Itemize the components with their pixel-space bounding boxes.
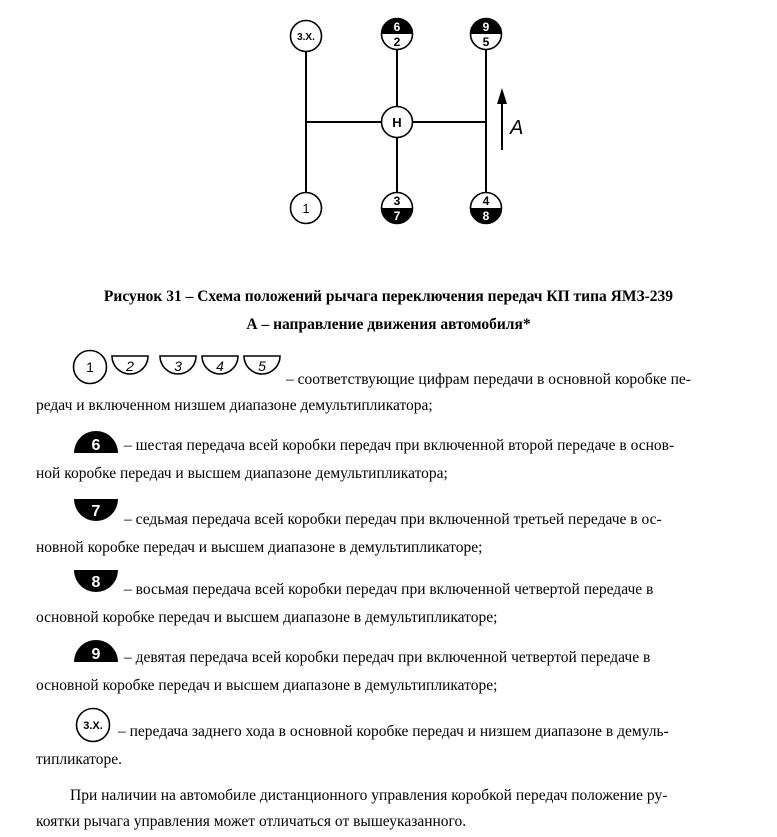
- svg-text:3.X.: 3.X.: [83, 720, 103, 732]
- note-text-2: коятки рычага управления может отличаться от вышеуказанного.: [36, 813, 467, 830]
- legend-symbol-1: 1: [86, 359, 94, 375]
- gear-shift-diagram: [0, 0, 777, 250]
- legend-gear-8-text-2: основной коробке передач и высшем диапазоне в демультипликаторе;: [36, 609, 498, 626]
- legend-gear-9-symbol: [72, 638, 122, 664]
- legend-gear-8-text-1: – восьмая передача всей коробки передач при включенной четвертой передаче в: [124, 581, 654, 598]
- svg-text:6: 6: [91, 437, 101, 454]
- legend-symbol-4: 4: [216, 358, 224, 374]
- legend-gear-6-text-1: – шестая передача всей коробки передач при включенной второй передаче в основ-: [124, 437, 675, 454]
- gear-7-label: 7: [393, 209, 401, 223]
- svg-text:7: 7: [91, 503, 101, 520]
- legend-gear-7-text-2: новной коробке передач и высшем диапазоне в демультипликаторе;: [36, 539, 483, 556]
- gear-1-label: 1: [302, 201, 310, 216]
- gear-6-label: 6: [393, 20, 401, 34]
- gear-3-label: 3: [393, 194, 401, 208]
- legend-reverse-symbol: [74, 706, 114, 746]
- legend-symbol-2: 2: [126, 358, 134, 374]
- gear-5-label: 5: [482, 35, 490, 49]
- legend-gear-9-text-1: – девятая передача всей коробки передач при включенной четвертой передаче в: [124, 649, 651, 666]
- reverse-position: [291, 21, 322, 52]
- direction-arrow: [497, 88, 507, 150]
- gear-4-8-position: [469, 193, 503, 226]
- gear-4-label: 4: [482, 194, 490, 208]
- figure-caption-title: Рисунок 31 – Схема положений рычага переключения передач КП типа ЯМЗ-239: [103, 288, 674, 305]
- legend-gear-8-symbol: [72, 568, 122, 594]
- svg-text:9: 9: [91, 646, 101, 663]
- gear-9-label: 9: [482, 20, 490, 34]
- note-text-1: При наличии на автомобиле дистанционного управления коробкой передач положение ру-: [70, 787, 668, 804]
- legend-reverse-text-1: – передача заднего хода в основной коробке передач и низшем диапазоне в демуль-: [118, 723, 669, 740]
- legend-white-symbols: [66, 348, 286, 388]
- gear-2-label: 2: [393, 35, 401, 49]
- legend-gear-6-symbol: [72, 429, 122, 455]
- legend-gear-6-text-2: ной коробке передач и высшем диапазоне демультипликатора;: [36, 465, 448, 482]
- legend-white-text-1: – соответствующие цифрам передачи в основной коробке пе-: [286, 371, 691, 388]
- legend-gear-7-symbol: [72, 497, 122, 523]
- legend-gear-9-text-2: основной коробке передач и высшем диапазоне в демультипликаторе;: [36, 677, 498, 694]
- gear-1-position: [291, 193, 322, 224]
- reverse-label: 3.X.: [297, 32, 315, 43]
- legend-white-text-2: редач и включенном низшем диапазоне демультипликатора;: [36, 397, 433, 414]
- neutral-position: [382, 107, 413, 138]
- svg-text:8: 8: [91, 574, 101, 591]
- gear-8-label: 8: [482, 209, 490, 223]
- gear-9-5-position: [469, 17, 503, 50]
- legend-symbol-5: 5: [258, 358, 266, 374]
- legend-reverse-text-2: типликаторе.: [36, 751, 122, 768]
- gear-6-2-position: [380, 17, 414, 50]
- legend-gear-7-text-1: – седьмая передача всей коробки передач при включенной третьей передаче в ос-: [124, 511, 662, 528]
- legend-symbol-3: 3: [174, 358, 182, 374]
- direction-label: А: [510, 117, 524, 139]
- figure-caption-subtitle: А – направление движения автомобиля*: [246, 316, 531, 333]
- gear-3-7-position: [380, 193, 414, 226]
- neutral-label: H: [392, 115, 402, 130]
